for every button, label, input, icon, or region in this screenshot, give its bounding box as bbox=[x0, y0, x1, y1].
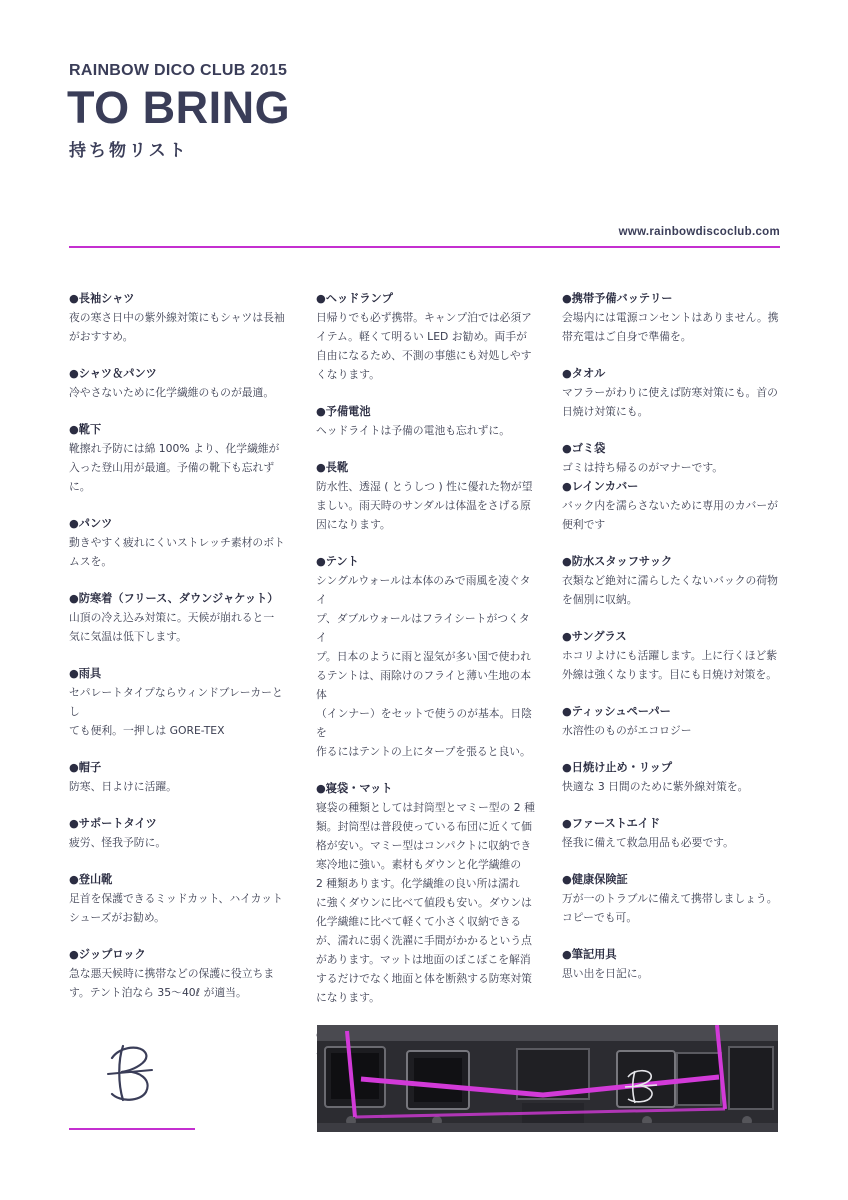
event-title: RAINBOW DICO CLUB 2015 bbox=[69, 62, 288, 79]
description-line: 疲労、怪我予防に。 bbox=[69, 836, 167, 849]
description-line: 足首を保護できるミッドカット、ハイカット bbox=[69, 892, 283, 905]
item-title: ●筆記用具 bbox=[562, 948, 617, 961]
description-line: がおすすめ。 bbox=[69, 330, 134, 343]
item-description bbox=[562, 383, 786, 421]
description-line: 日焼け対策にも。 bbox=[562, 405, 649, 418]
item-description bbox=[69, 964, 293, 1002]
item-description bbox=[562, 646, 786, 684]
list-item bbox=[316, 289, 540, 384]
list-item bbox=[562, 814, 786, 852]
item-description bbox=[316, 798, 540, 1007]
description-line: 怪我に備えて救急用品も必要です。 bbox=[562, 836, 734, 849]
item-description bbox=[562, 458, 786, 477]
description-line: 便利です bbox=[562, 518, 606, 531]
item-description bbox=[69, 608, 293, 646]
description-line: 快適な 3 日間のために紫外線対策を。 bbox=[562, 780, 749, 793]
cockpit-photo bbox=[317, 1025, 778, 1132]
list-item bbox=[69, 664, 293, 740]
item-title: ●サポートタイツ bbox=[69, 817, 157, 830]
description-line: 自由になるため、不測の事態にも対処しやす bbox=[316, 349, 532, 362]
list-item bbox=[69, 945, 293, 1002]
item-title: ●雨具 bbox=[69, 667, 102, 680]
description-line: ヘッドライトは予備の電池も忘れずに。 bbox=[316, 424, 511, 437]
list-item bbox=[69, 289, 293, 346]
list-item bbox=[69, 514, 293, 571]
list-item bbox=[69, 420, 293, 496]
item-title: ●寝袋・マット bbox=[316, 782, 393, 795]
list-item bbox=[316, 402, 540, 440]
description-line: コピーでも可。 bbox=[562, 911, 638, 924]
item-title: ●登山靴 bbox=[69, 873, 113, 886]
website-url[interactable]: www.rainbowdiscoclub.com bbox=[618, 226, 780, 238]
list-item bbox=[69, 814, 293, 852]
item-title: ●帽子 bbox=[69, 761, 102, 774]
description-line: 冷やさないために化学繊維のものが最適。 bbox=[69, 386, 275, 399]
description-line: シングルウォールは本体のみで雨風を凌ぐタイ bbox=[316, 574, 531, 606]
list-item bbox=[316, 552, 540, 761]
item-description bbox=[562, 889, 786, 927]
description-line: 日帰りでも必ず携帯。キャンプ泊では必須ア bbox=[316, 311, 532, 324]
description-line: 水溶性のものがエコロジー bbox=[562, 724, 692, 737]
bottom-divider bbox=[69, 1128, 195, 1130]
description-line: ホコリよけにも活躍します。上に行くほど紫 bbox=[562, 649, 778, 662]
item-title: ●防水スタッフサック bbox=[562, 555, 673, 568]
item-title: ●予備電池 bbox=[316, 405, 371, 418]
description-line: 化学繊維に比べて軽くて小さく収納できる bbox=[316, 915, 522, 928]
column-2 bbox=[316, 289, 540, 1063]
item-title: ●サングラス bbox=[562, 630, 627, 643]
description-line: 気に気温は低下します。 bbox=[69, 630, 187, 643]
item-title: ●シャツ＆パンツ bbox=[69, 367, 157, 380]
list-item bbox=[562, 945, 786, 983]
column-3 bbox=[562, 289, 786, 983]
description-line: シューズがお勧め。 bbox=[69, 911, 165, 924]
list-item bbox=[562, 364, 786, 421]
description-line: プ、ダブルウォールはフライシートがつくタイ bbox=[316, 612, 530, 644]
description-line: 格が安い。マミー型はコンパクトに収納でき bbox=[316, 839, 532, 852]
page-subtitle: 持ち物リスト bbox=[69, 141, 189, 161]
description-line: 動きやすく疲れにくいストレッチ素材のボト bbox=[69, 536, 285, 549]
item-description bbox=[562, 777, 786, 796]
item-title: ●健康保険証 bbox=[562, 873, 628, 886]
description-line: があります。マットは地面のぼこぼこを解消 bbox=[316, 953, 531, 966]
item-description bbox=[69, 889, 293, 927]
description-line: す。テント泊なら 35〜40ℓ が適当。 bbox=[69, 986, 247, 999]
item-title: ●携帯予備バッテリー bbox=[562, 292, 673, 305]
description-line: 急な悪天候時に携帯などの保護に役立ちま bbox=[69, 967, 275, 980]
list-item bbox=[562, 870, 786, 927]
item-description bbox=[69, 533, 293, 571]
item-title: ●ジップロック bbox=[69, 948, 146, 961]
item-description bbox=[316, 308, 540, 384]
description-line: 帯充電はご自身で準備を。 bbox=[562, 330, 692, 343]
item-description bbox=[69, 383, 293, 402]
description-line: 外線は強くなります。目にも日焼け対策を。 bbox=[562, 668, 778, 681]
list-item bbox=[562, 289, 786, 346]
description-line: 防水性、透湿 ( とうしつ ) 性に優れた物が望 bbox=[316, 480, 533, 493]
description-line: 防寒、日よけに活躍。 bbox=[69, 780, 177, 793]
description-line: 衣類など絶対に濡らしたくないバックの荷物 bbox=[562, 574, 778, 587]
item-title: ●ゴミ袋 bbox=[562, 442, 606, 455]
item-description bbox=[69, 439, 293, 496]
item-description bbox=[316, 421, 540, 440]
item-title: ●レインカバー bbox=[562, 480, 639, 493]
description-line: が、濡れに弱く洗濯に手間がかかるという点 bbox=[316, 934, 532, 947]
description-line: に強くダウンに比べて値段も安い。ダウンは bbox=[316, 896, 532, 909]
item-title: ●日焼け止め・リップ bbox=[562, 761, 673, 774]
list-item bbox=[69, 870, 293, 927]
page-header bbox=[69, 62, 290, 161]
list-item bbox=[562, 477, 786, 534]
list-item bbox=[562, 439, 786, 477]
list-item bbox=[562, 552, 786, 609]
item-title: ●タオル bbox=[562, 367, 606, 380]
description-line: になります。 bbox=[316, 991, 380, 1004]
item-description bbox=[562, 833, 786, 852]
cockpit-photo-image bbox=[317, 1025, 778, 1132]
description-line: 夜の寒さ日中の紫外線対策にもシャツは長袖 bbox=[69, 311, 285, 324]
column-1 bbox=[69, 289, 293, 1002]
description-line: 因になります。 bbox=[316, 518, 391, 531]
item-description bbox=[69, 833, 293, 852]
list-item bbox=[316, 458, 540, 534]
description-line: 靴擦れ予防には綿 100% より、化学繊維が bbox=[69, 442, 280, 455]
item-title: ●ティッシュペーパー bbox=[562, 705, 671, 718]
description-line: を個別に収納。 bbox=[562, 593, 638, 606]
item-title: ●テント bbox=[316, 555, 359, 568]
item-title: ●長袖シャツ bbox=[69, 292, 135, 305]
item-description bbox=[562, 721, 786, 740]
item-title: ●靴下 bbox=[69, 423, 102, 436]
description-line: バック内を濡らさないために専用のカバーが bbox=[562, 499, 778, 512]
description-line: 万が一のトラブルに備えて携帯しましょう。 bbox=[562, 892, 778, 905]
item-description bbox=[562, 308, 786, 346]
item-description bbox=[562, 571, 786, 609]
description-line: セパレートタイプならウィンドブレーカーとし bbox=[69, 686, 283, 718]
item-description bbox=[316, 477, 540, 534]
description-line: るテントは、雨除けのフライと薄い生地の本体 bbox=[316, 669, 532, 701]
item-description bbox=[316, 571, 540, 761]
description-line: 入った登山用が最適。予備の靴下も忘れずに。 bbox=[69, 461, 275, 493]
list-item bbox=[562, 702, 786, 740]
list-item bbox=[316, 779, 540, 1007]
item-description bbox=[69, 683, 293, 740]
list-item bbox=[69, 589, 293, 646]
description-line: 思い出を日記に。 bbox=[562, 967, 649, 980]
item-description bbox=[562, 964, 786, 983]
top-divider bbox=[69, 246, 780, 248]
list-item bbox=[69, 364, 293, 402]
description-line: するだけでなく地面と体を断熱する防寒対策 bbox=[316, 972, 532, 985]
list-item bbox=[69, 758, 293, 796]
item-description bbox=[69, 308, 293, 346]
item-title: ●長靴 bbox=[316, 461, 349, 474]
item-description bbox=[562, 496, 786, 534]
list-item bbox=[562, 627, 786, 684]
page-title: TO BRING bbox=[67, 82, 291, 133]
description-line: 会場内には電源コンセントはありません。携 bbox=[562, 311, 779, 324]
list-item bbox=[562, 758, 786, 796]
description-line: 2 種類あります。化学繊維の良い所は濡れ bbox=[316, 877, 520, 890]
description-line: ても便利。一押しは GORE-TEX bbox=[69, 724, 225, 737]
description-line: プ。日本のように雨と湿気が多い国で使われ bbox=[316, 650, 532, 663]
description-line: 寒冷地に強い。素材もダウンと化学繊維の bbox=[316, 858, 522, 871]
description-line: 寝袋の種類としては封筒型とマミー型の 2 種 bbox=[316, 801, 535, 814]
description-line: 作るにはテントの上にタープを張ると良い。 bbox=[316, 745, 531, 758]
description-line: ムスを。 bbox=[69, 555, 113, 568]
description-line: くなります。 bbox=[316, 368, 380, 381]
description-line: 類。封筒型は普段使っている布団に近くて価 bbox=[316, 820, 532, 833]
description-line: マフラーがわりに使えば防寒対策にも。首の bbox=[562, 386, 778, 399]
description-line: ましい。雨天時のサンダルは体温をさげる原 bbox=[316, 499, 531, 512]
item-title: ●防寒着（フリース、ダウンジャケット） bbox=[69, 592, 279, 605]
item-title: ●ファーストエイド bbox=[562, 817, 661, 830]
description-line: ゴミは持ち帰るのがマナーです。 bbox=[562, 461, 724, 474]
description-line: （インナー）をセットで使うのが基本。日陰を bbox=[316, 707, 532, 739]
item-title: ●パンツ bbox=[69, 517, 113, 530]
item-description bbox=[69, 777, 293, 796]
description-line: 山頂の冷え込み対策に。天候が崩れると一 bbox=[69, 611, 275, 624]
rdc-logo-icon bbox=[106, 1040, 154, 1106]
item-title: ●ヘッドランプ bbox=[316, 292, 393, 305]
description-line: イテム。軽くて明るい LED お勧め。両手が bbox=[316, 330, 527, 343]
